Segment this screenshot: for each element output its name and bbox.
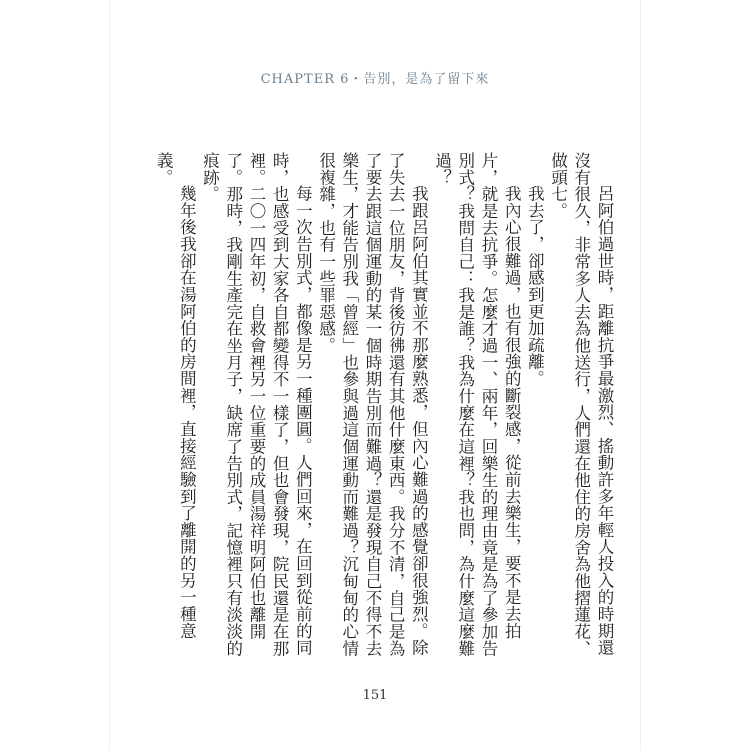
paragraph: 我去了，卻感到更加疏離。 bbox=[525, 185, 545, 387]
paragraph: 呂阿伯過世時，距離抗爭最激烈、搖動許多年輕人投入的時期還沒有很久，非常多人去為他送行，人們還在他住的房舍為他摺蓮花、做頭七。 bbox=[548, 152, 614, 657]
body-text bbox=[154, 152, 616, 662]
chapter-header: CHAPTER 6・告別，是為了留下來 bbox=[260, 72, 490, 87]
paragraph: 我內心很難過，也有很強的斷裂感，從前去樂生，要不是去拍片，就是去抗爭。怎麼才過一、兩年，回樂生的理由竟是為了參加告別式？我問自己：我是誰？我為什麼在這裡？我也問，為什麼這麼難過？ bbox=[432, 152, 522, 657]
paragraph: 我跟呂阿伯其實並不那麼熟悉，但內心難過的感覺卻很強烈。除了失去一位朋友，背後彷彿還有其他什麼東西。我分不清，自己是為了要去跟這個運動的某一個時期告別而難過？還是發現自己不得不去樂生，才能告別我「曾經」也參與過這個運動而難過？沉甸甸的心情很複雜，也有一些罪惡感。 bbox=[316, 152, 429, 657]
page-number: 151 bbox=[362, 688, 388, 703]
paragraph: 幾年後我卻在湯阿伯的房間裡，直接經驗到了離開的另一種意義。 bbox=[154, 152, 197, 640]
paragraph: 每一次告別式，都像是另一種團圓。人們回來，在回到從前的同時，也感受到大家各自都變得不一樣了，但也會發現，院民還是在那裡。二〇一四年初，自救會裡另一位重要的成員湯祥明阿伯也離開了。那時，我剛生產完在坐月子，缺席了告別式，記憶裡只有淡淡的痕跡。 bbox=[200, 152, 313, 657]
book-page bbox=[110, 0, 640, 750]
